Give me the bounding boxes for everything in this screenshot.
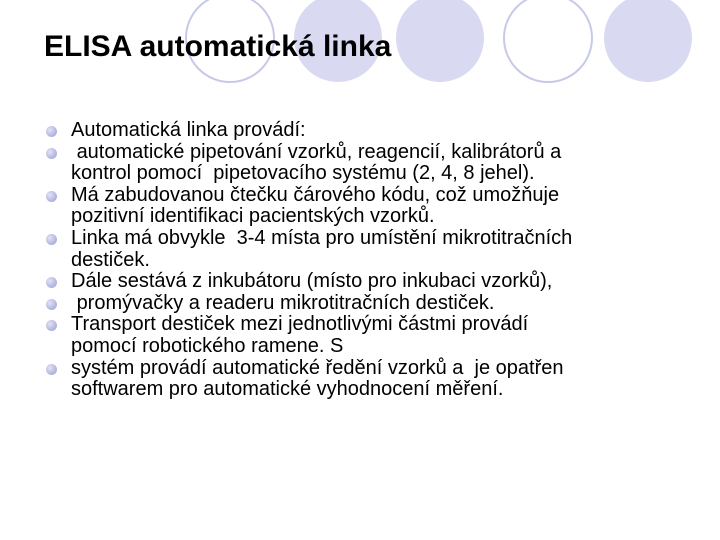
bullet-item bbox=[46, 228, 696, 271]
bullet-item bbox=[46, 314, 696, 357]
bullet-item bbox=[46, 120, 696, 142]
decorative-circle-filled bbox=[604, 0, 692, 82]
bullet-text: systém provádí automatické ředění vzorků a je opatřen softwarem pro automatické vyhodnocení měření. bbox=[71, 356, 564, 401]
circle-bullet-icon bbox=[46, 148, 57, 159]
bullet-text: Transport destiček mezi jednotlivými částmi provádí pomocí robotického ramene. S bbox=[71, 313, 529, 357]
bullet-text: Automatická linka provádí: bbox=[71, 119, 306, 141]
circle-bullet-icon bbox=[46, 364, 57, 375]
bullet-text: Má zabudovanou čtečku čárového kódu, což umožňuje pozitivní identifikaci pacientských vzorků. bbox=[71, 183, 560, 228]
bullet-item bbox=[46, 293, 696, 315]
decorative-circle-filled bbox=[396, 0, 484, 82]
bullet-item bbox=[46, 142, 696, 185]
bullet-text: Dále sestává z inkubátoru (místo pro inkubaci vzorků), bbox=[71, 270, 553, 293]
bullet-item bbox=[46, 358, 696, 401]
circle-bullet-icon bbox=[46, 191, 57, 202]
bullet-text: promývačky a readeru mikrotitračních destiček. bbox=[71, 291, 495, 314]
bullet-text: automatické pipetování vzorků, reagencií, kalibrátorů a kontrol pomocí pipetovacího systému (2, 4, 8 jehel). bbox=[71, 140, 562, 185]
circle-bullet-icon bbox=[46, 126, 57, 137]
bullet-item bbox=[46, 185, 696, 228]
circle-bullet-icon bbox=[46, 299, 57, 310]
decorative-circle-outline bbox=[504, 0, 592, 82]
bullet-list bbox=[46, 120, 696, 401]
circle-bullet-icon bbox=[46, 234, 57, 245]
circle-bullet-icon bbox=[46, 320, 57, 331]
circle-bullet-icon bbox=[46, 277, 57, 288]
bullet-item bbox=[46, 271, 696, 293]
bullet-text: Linka má obvykle 3-4 místa pro umístění mikrotitračních destiček. bbox=[71, 226, 573, 271]
slide-title: ELISA automatická linka bbox=[44, 30, 392, 63]
